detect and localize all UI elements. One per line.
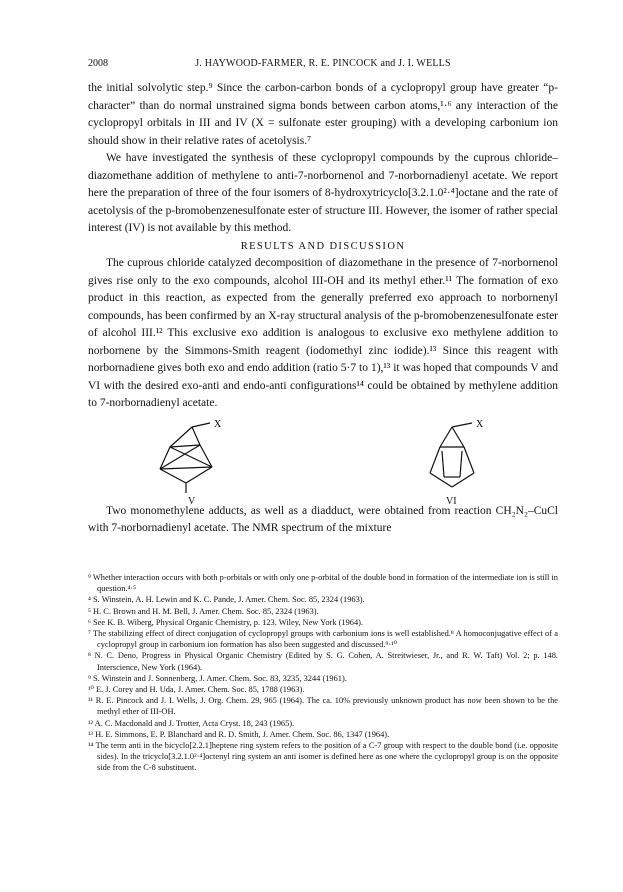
footnote: ⁴ S. Winstein, A. H. Lewin and K. C. Pande, J. Amer. Chem. Soc. 85, 2324 (1963). [88,595,365,605]
footnote: ⁹ S. Winstein and J. Sonnenberg, J. Amer. Chem. Soc. 83, 3235, 3244 (1961). [88,673,347,683]
footnote: ¹³ H. E. Simmons, E. P. Blanchard and R. D. Smith, J. Amer. Chem. Soc. 86, 1347 (1964). [88,729,390,739]
paragraph-1: the initial solvolytic step.⁹ Since the carbon-carbon bonds of a cyclopropyl group have greater “p-character” than do normal unstrained sigma bonds between carbon atoms,¹·⁶ any interaction of the cyclopropyl orbitals in III and IV (X = sulfonate ester grouping) with a developing carbonium ion should show in their relative rates of acetolysis.⁷ [88,82,558,147]
footnote: ⁹ Whether interaction occurs with both p-orbitals or with only one p-orbital of the double bond in formation of the intermediate ion is still in question.⁴·⁵ [88,573,558,594]
paragraph-4: Two monomethylene adducts, as well as a diadduct, were obtained from reaction CH₂N₂–CuCl with 7-norbornadienyl acetate. The NMR spectrum of the mixture [88,504,558,534]
structure-v-label: V [188,495,196,507]
footnote: ⁸ N. C. Deno, Progress in Physical Organic Chemistry (Edited by S. G. Cohen, A. Streitwieser, Jr., and R. W. Taft) Vol. 2; p. 148. Interscience, New York (1964). [88,651,558,672]
structure-vi-substituent: X [476,418,484,430]
section-heading: RESULTS AND DISCUSSION [240,240,406,252]
page-number: 2008 [88,58,108,69]
footnote: ⁵ H. C. Brown and H. M. Bell, J. Amer. Chem. Soc. 85, 2324 (1963). [88,606,319,616]
footnote: ¹⁰ E. J. Corey and H. Uda, J. Amer. Chem. Soc. 85, 1788 (1963). [88,685,305,695]
footnote: ¹⁴ The term anti in the bicyclo[2.2.1]heptene ring system refers to the position of a C-7 group with respect to the double bond (i.e. opposite sides). In the tricyclo[3.2.1.0²·⁴]octenyl ring system an anti isomer is defined here as one where the cyclopropyl group is on the opposite side from the C-8 substituent. [88,741,558,773]
running-title: J. HAYWOOD-FARMER, R. E. PINCOCK and J. I. WELLS [195,58,451,69]
footnote: ¹¹ R. E. Pincock and J. I. Wells, J. Org. Chem. 29, 965 (1964). The ca. 10% previously unknown product has now been shown to be the methyl ether of III-OH. [88,696,558,717]
footnote: ⁶ See K. B. Wiberg, Physical Organic Chemistry, p. 123. Wiley, New York (1964). [88,617,364,627]
footnotes [88,572,558,774]
paragraph-3: The cuprous chloride catalyzed decomposition of diazomethane in the presence of 7-norbornenol gives rise only to the exo compounds, alcohol III-OH and its methyl ether.¹¹ The formation of exo product in this reaction, as expected from the generally preferred exo approach to norbornenyl compounds, has been confirmed by an X-ray structural analysis of the p-bromobenzenesulfonate ester of alcohol III.¹² This exclusive exo addition is analogous to exclusive exo methylene addition to norbornene by the Simmons-Smith reagent (iodomethyl zinc iodide).¹³ Since this reagent with norbornadiene gives both exo and endo addition (ratio 5·7 to 1),¹³ it was hoped that compounds V and VI with the desired exo-anti and endo-anti configurations¹⁴ could be obtained by methylene addition to 7-norbornadienyl acetate. [88,257,558,409]
structure-v-substituent: X [214,418,222,430]
page-header [88,58,558,72]
structure-vi-label: VI [446,495,457,507]
structure-v-drawing [140,417,250,497]
structure-vi-drawing [400,417,510,497]
footnote: ⁷ The stabilizing effect of direct conjugation of cyclopropyl groups with carbonium ions is well established.⁸ A homoconjugative effect of a cyclopropyl group in carbonium ion formation has also been suggested and discussed.⁹·¹⁰ [88,629,558,650]
paragraph-2: We have investigated the synthesis of these cyclopropyl compounds by the cuprous chloride–diazomethane addition of methylene to anti-7-norbornenol and 7-norbornadienyl acetate. We report here the preparation of three of the four isomers of 8-hydroxytricyclo[3.2.1.0²·⁴]octane and the rate of acetolysis of the p-bromobenzenesulfonate ester of structure III. However, the isomer of rather special interest (IV) is not available by this method. [88,152,558,234]
structure-figure [88,417,558,507]
article-body [88,80,558,538]
footnote: ¹² A. C. Macdonald and J. Trotter, Acta Cryst. 18, 243 (1965). [88,718,295,728]
